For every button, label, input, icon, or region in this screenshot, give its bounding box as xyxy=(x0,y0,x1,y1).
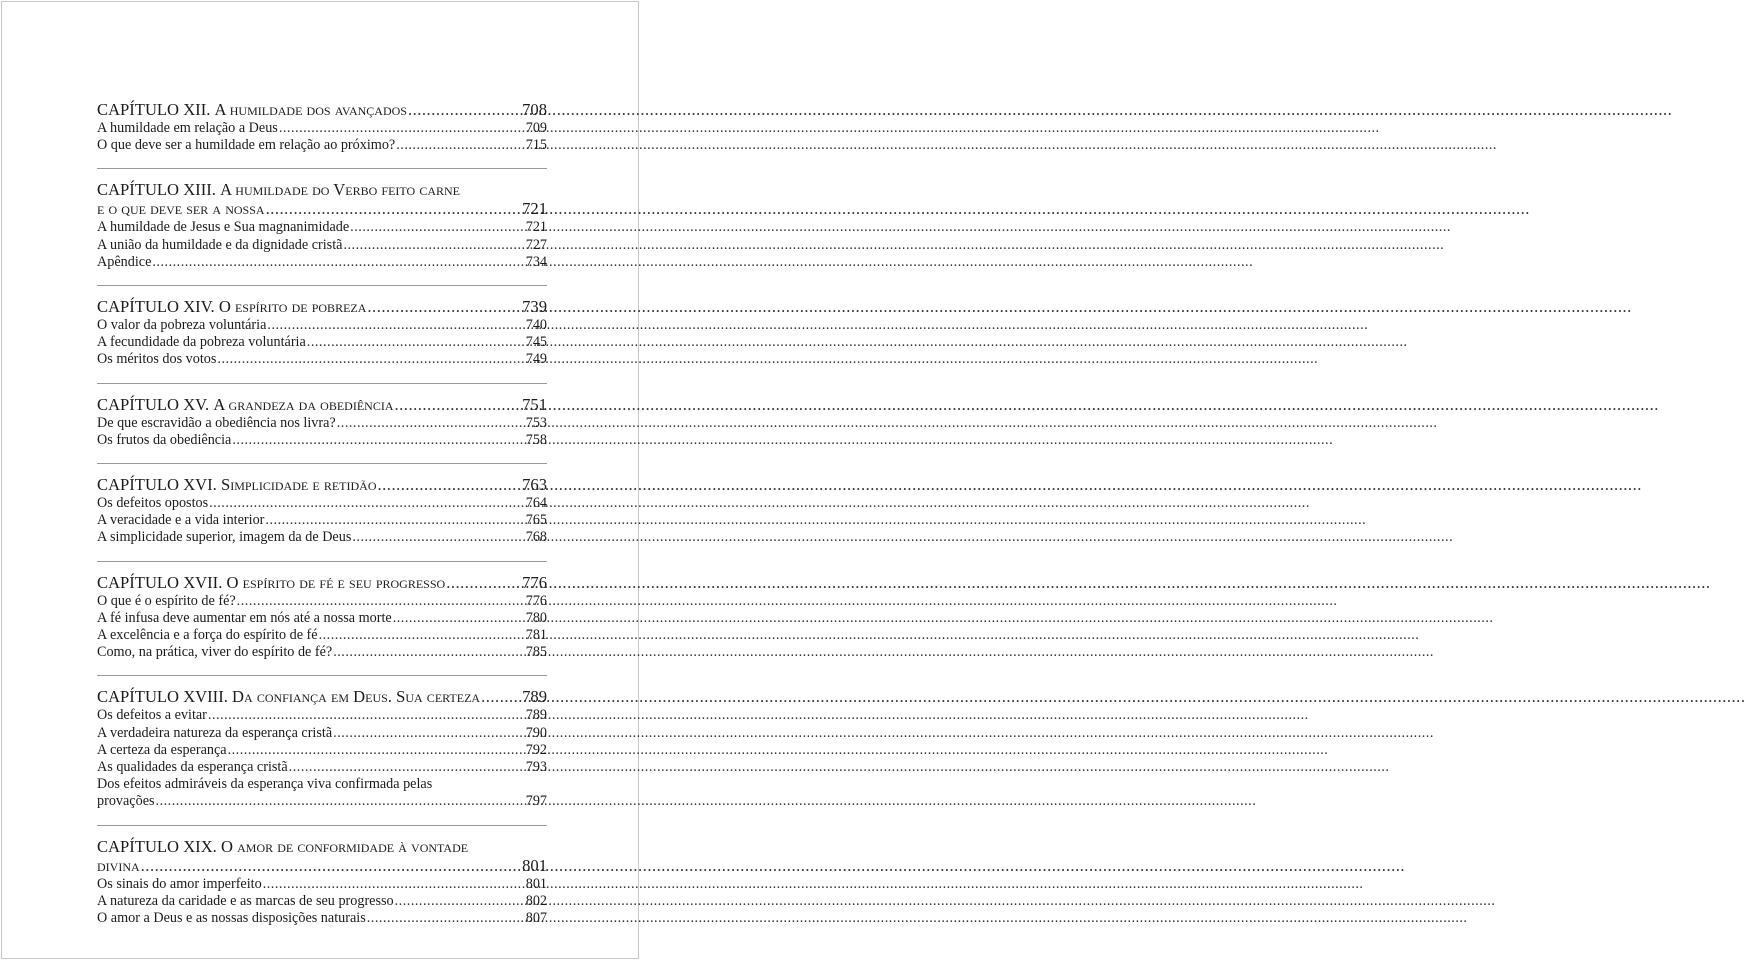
entry-title: Apêndice xyxy=(97,253,152,270)
entry-title: A excelência e a força do espírito de fé xyxy=(97,627,318,644)
entry-title: A fé infusa deve aumentar em nós até a nossa morte xyxy=(97,609,392,626)
chapter-number: CAPÍTULO XIII. xyxy=(97,180,221,200)
page-number: 709 xyxy=(525,120,547,136)
entry-title: Os sinais do amor imperfeito xyxy=(97,875,262,892)
page-number: 807 xyxy=(525,910,547,927)
page-number: 721 xyxy=(522,199,547,219)
dot-leader xyxy=(319,627,525,644)
page-number: 721 xyxy=(525,219,547,236)
entry-title: Os frutos da obediência xyxy=(97,431,232,448)
page-number: 758 xyxy=(525,431,547,448)
toc-entry-line: Dos efeitos admiráveis da esperança viva confirmada pelas xyxy=(97,776,433,793)
toc-chapter xyxy=(97,825,547,928)
entry-title: A verdadeira natureza da esperança cristã xyxy=(97,724,333,741)
chapter-title: Simplicidade e retidão xyxy=(220,475,377,495)
entry-title: A humildade de Jesus e Sua magnanimidade xyxy=(97,219,350,236)
page-number: 740 xyxy=(525,317,547,334)
page-number: 765 xyxy=(525,512,547,529)
entry-title: provações xyxy=(97,793,155,810)
toc-entry[interactable] xyxy=(97,351,547,368)
dot-leader xyxy=(481,687,521,706)
chapter-title: O amor de conformidade à vontade xyxy=(220,836,469,856)
dot-leader xyxy=(333,644,525,661)
toc-entry[interactable] xyxy=(97,793,547,810)
dot-leader xyxy=(393,610,525,627)
dot-leader xyxy=(352,529,524,546)
dot-leader xyxy=(209,495,525,512)
toc-entry[interactable] xyxy=(97,910,547,927)
toc-entry[interactable] xyxy=(97,137,547,154)
page-number: 789 xyxy=(522,687,547,707)
toc-entry[interactable] xyxy=(97,725,547,742)
chapter-divider xyxy=(97,675,547,676)
chapter-title: Da confiança em Deus. Sua certeza xyxy=(232,687,481,707)
entry-title: O amor a Deus e as nossas disposições naturais xyxy=(97,910,366,927)
toc-entry[interactable] xyxy=(97,219,547,236)
entry-title: A natureza da caridade e as marcas de seu progresso xyxy=(97,892,394,909)
dot-leader xyxy=(333,725,525,742)
page-number: 749 xyxy=(525,351,547,368)
page-number: 797 xyxy=(525,793,547,810)
entry-title: A veracidade e a vida interior xyxy=(97,512,265,529)
toc-entry[interactable] xyxy=(97,759,547,776)
chapter-number: CAPÍTULO XII. xyxy=(97,100,215,119)
chapter-divider xyxy=(97,285,547,286)
entry-title: As qualidades da esperança cristã xyxy=(97,759,288,776)
document-page xyxy=(1,1,639,959)
chapter-number: CAPÍTULO XVIII. xyxy=(97,687,233,707)
page-number: 801 xyxy=(522,855,547,875)
toc-entry[interactable] xyxy=(97,512,547,529)
dot-leader xyxy=(337,415,525,432)
dot-leader xyxy=(396,137,525,154)
toc-chapter xyxy=(97,100,547,154)
dot-leader xyxy=(289,759,525,776)
dot-leader xyxy=(263,876,525,893)
dot-leader xyxy=(265,512,524,529)
chapter-divider xyxy=(97,168,547,169)
page-number: 763 xyxy=(522,475,547,495)
page-number: 780 xyxy=(525,609,547,626)
entry-title: O que é o espírito de fé? xyxy=(97,592,236,609)
toc-chapter xyxy=(97,561,547,662)
entry-title: Os defeitos opostos xyxy=(97,495,209,512)
entry-title: A união da humildade e da dignidade cristã xyxy=(97,236,343,253)
dot-leader xyxy=(232,432,524,449)
dot-leader xyxy=(228,742,525,759)
dot-leader xyxy=(395,893,525,910)
chapter-heading-row[interactable] xyxy=(97,199,547,218)
entry-title: A humildade em relação a Deus xyxy=(97,120,278,136)
page-number: 789 xyxy=(525,707,547,724)
dot-leader xyxy=(141,856,521,875)
entry-title: Os méritos dos votos xyxy=(97,351,217,368)
toc-entry[interactable] xyxy=(97,237,547,254)
chapter-title: O espírito de pobreza xyxy=(218,297,367,317)
dot-leader xyxy=(367,297,521,316)
chapter-title: A humildade dos avançados xyxy=(214,100,407,119)
chapter-divider xyxy=(97,825,547,826)
toc-entry[interactable] xyxy=(97,627,547,644)
dot-leader xyxy=(408,100,521,119)
entry-title: A certeza da esperança xyxy=(97,741,227,758)
toc-entry[interactable] xyxy=(97,317,547,334)
dot-leader xyxy=(217,351,524,368)
chapter-number: CAPÍTULO XIX. xyxy=(97,836,221,856)
toc-entry[interactable] xyxy=(97,644,547,661)
toc-entry[interactable] xyxy=(97,742,547,759)
page-number: 751 xyxy=(522,394,547,414)
chapter-number: CAPÍTULO XVI. xyxy=(97,475,221,495)
page-number: 776 xyxy=(522,572,547,592)
entry-title: A simplicidade superior, imagem da de Deus xyxy=(97,529,352,546)
page-number: 734 xyxy=(525,253,547,270)
page-number: 708 xyxy=(522,100,547,119)
page-number: 781 xyxy=(525,627,547,644)
dot-leader xyxy=(307,334,525,351)
toc-chapter xyxy=(97,463,547,547)
page-number: 776 xyxy=(525,592,547,609)
dot-leader xyxy=(237,593,525,610)
toc-entry[interactable] xyxy=(97,529,547,546)
toc-entry[interactable] xyxy=(97,495,547,512)
table-of-contents xyxy=(97,100,547,927)
chapter-title: O espírito de fé e seu progresso xyxy=(226,572,446,592)
dot-leader xyxy=(266,199,522,218)
toc-entry[interactable] xyxy=(97,334,547,351)
page-number: 727 xyxy=(525,236,547,253)
toc-entry[interactable] xyxy=(97,415,547,432)
chapter-number: CAPÍTULO XVII. xyxy=(97,572,227,592)
chapter-title: A humildade do Verbo feito carne xyxy=(220,180,460,200)
chapter-heading-row[interactable] xyxy=(97,856,547,875)
chapter-heading-row[interactable] xyxy=(97,573,547,592)
page-number: 715 xyxy=(525,137,547,154)
chapter-heading-row[interactable] xyxy=(97,687,547,706)
chapter-title-continued: divina xyxy=(97,855,140,875)
page-number: 802 xyxy=(525,892,547,909)
entry-title: Como, na prática, viver do espírito de fé? xyxy=(97,644,333,661)
chapter-divider xyxy=(97,383,547,384)
entry-title: O que deve ser a humildade em relação ao próximo? xyxy=(97,137,396,154)
dot-leader xyxy=(208,707,525,724)
dot-leader xyxy=(156,793,525,810)
entry-title: De que escravidão a obediência nos livra? xyxy=(97,414,336,431)
chapter-heading-line xyxy=(97,837,547,856)
toc-entry[interactable] xyxy=(97,432,547,449)
page-number: 801 xyxy=(525,875,547,892)
dot-leader xyxy=(378,475,522,494)
page-number: 793 xyxy=(525,759,547,776)
page-number: 790 xyxy=(525,724,547,741)
page-number: 768 xyxy=(525,529,547,546)
toc-entry[interactable] xyxy=(97,254,547,271)
dot-leader xyxy=(343,237,524,254)
page-number: 739 xyxy=(522,297,547,317)
chapter-title: A grandeza da obediência xyxy=(213,394,394,414)
chapter-number: CAPÍTULO XV. xyxy=(97,394,214,414)
toc-chapter xyxy=(97,383,547,449)
chapter-heading-line xyxy=(97,180,547,199)
chapter-divider xyxy=(97,463,547,464)
dot-leader xyxy=(367,910,525,927)
chapter-heading-row[interactable] xyxy=(97,297,547,316)
dot-leader xyxy=(152,254,524,271)
page-number: 785 xyxy=(525,644,547,661)
toc-entry[interactable] xyxy=(97,707,547,724)
chapter-heading-row[interactable] xyxy=(97,475,547,494)
chapter-heading-row[interactable] xyxy=(97,100,547,119)
page-number: 745 xyxy=(525,334,547,351)
chapter-heading-row[interactable] xyxy=(97,395,547,414)
chapter-title-continued: e o que deve ser a nossa xyxy=(97,199,265,219)
chapter-divider xyxy=(97,561,547,562)
page-number: 792 xyxy=(525,741,547,758)
toc-chapter xyxy=(97,675,547,810)
dot-leader xyxy=(350,219,525,236)
toc-chapter xyxy=(97,168,547,271)
entry-title: A fecundidade da pobreza voluntária xyxy=(97,334,306,351)
entry-title: O valor da pobreza voluntária xyxy=(97,317,267,334)
dot-leader xyxy=(267,317,524,334)
dot-leader xyxy=(395,395,522,414)
chapter-number: CAPÍTULO XIV. xyxy=(97,297,219,317)
page-number: 753 xyxy=(525,414,547,431)
toc-entry[interactable] xyxy=(97,876,547,893)
toc-entry[interactable] xyxy=(97,893,547,910)
dot-leader xyxy=(446,573,521,592)
dot-leader xyxy=(279,120,525,137)
toc-entry[interactable] xyxy=(97,120,547,137)
entry-title: Os defeitos a evitar xyxy=(97,707,207,724)
toc-entry[interactable] xyxy=(97,593,547,610)
toc-entry[interactable] xyxy=(97,610,547,627)
toc-chapter xyxy=(97,285,547,369)
page-number: 764 xyxy=(525,495,547,512)
